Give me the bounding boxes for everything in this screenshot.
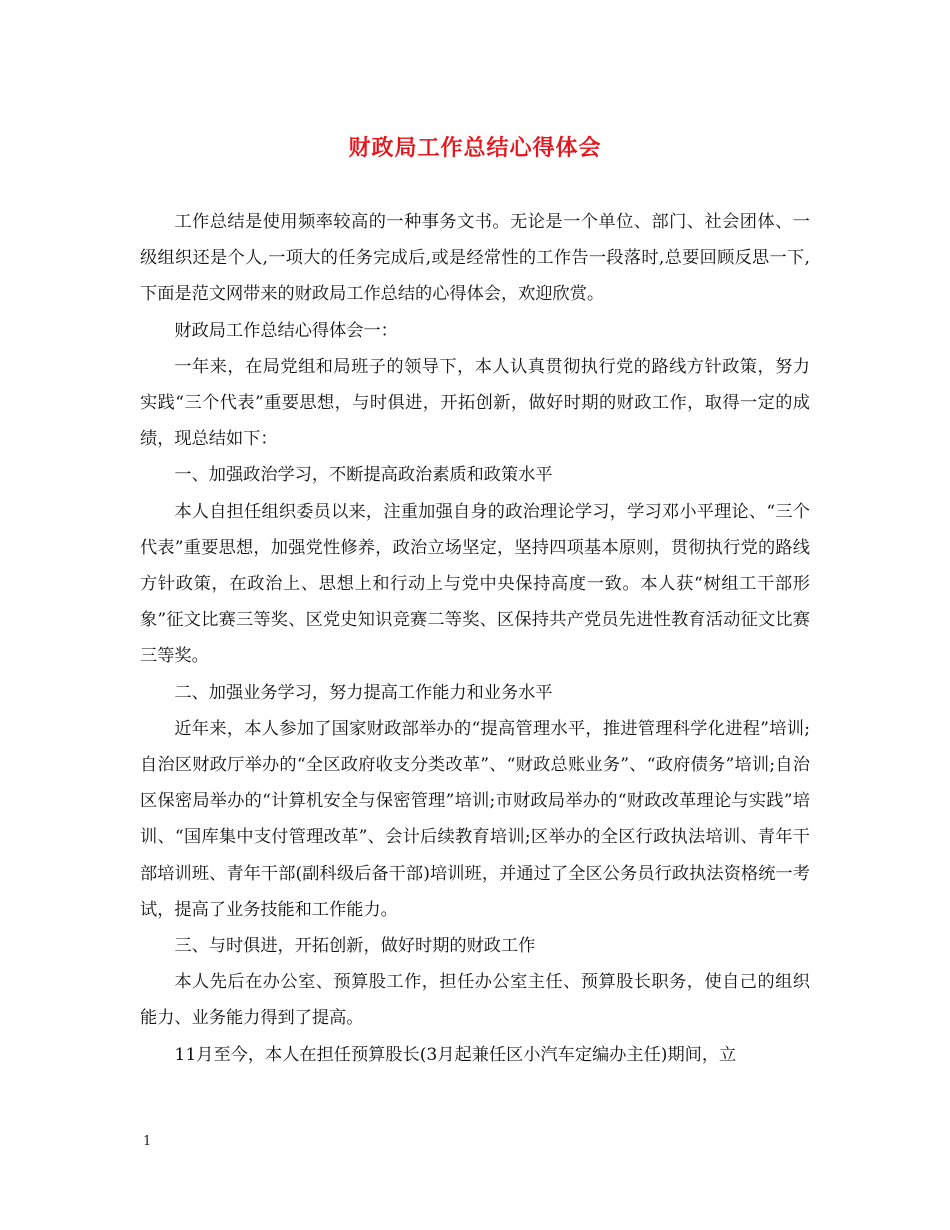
section-heading-part-one: 财政局工作总结心得体会一： [174,320,398,341]
intro-paragraph: 工作总结是使用频率较高的一种事务文书。无论是一个单位、部门、社会团体、一级组织还是个人,一项大的任务完成后,或是经常性的工作告一段落时,总要回顾反思一下,下面是范文网带来的财政局工作总结的心得体会，欢迎欣赏。 [140,212,810,305]
heading-political-study: 一、加强政治学习，不断提高政治素质和政策水平 [174,465,553,486]
business-study-paragraph: 近年来，本人参加了国家财政部举办的“提高管理水平，推进管理科学化进程”培训;自治区财政厅举办的“全区政府收支分类改革”、“财政总账业务”、“政府债务”培训;自治区保密局举办的“计算机安全与保密管理”培训;市财政局举办的“财政改革理论与实践”培训、“国库集中支付管理改革”、会计后续教育培训;区举办的全区行政执法培训、青年干部培训班、青年干部(副科级后备干部)培训班，并通过了全区公务员行政执法资格统一考试，提高了业务技能和工作能力。 [140,718,810,920]
page-number: 1 [143,1134,152,1149]
budget-section-paragraph: 11月至今，本人在担任预算股长(3月起兼任区小汽车定编办主任)期间，立 [174,1044,737,1065]
heading-business-study: 二、加强业务学习，努力提高工作能力和业务水平 [174,682,553,703]
positions-paragraph: 本人先后在办公室、预算股工作，担任办公室主任、预算股长职务，使自己的组织能力、业务能力得到了提高。 [140,972,810,1029]
document-body [140,204,810,1073]
overview-paragraph: 一年来，在局党组和局班子的领导下，本人认真贯彻执行党的路线方针政策，努力实践“三个代表”重要思想，与时俱进，开拓创新，做好时期的财政工作，取得一定的成绩，现总结如下： [140,356,810,450]
political-study-paragraph: 本人自担任组织委员以来，注重加强自身的政治理论学习，学习邓小平理论、“三个代表”重要思想，加强党性修养，政治立场坚定，坚持四项基本原则，贯彻执行党的路线方针政策，在政治上、思想上和行动上与党中央保持高度一致。本人获“树组工干部形象”征文比赛三等奖、区党史知识竞赛二等奖、区保持共产党员先进性教育活动征文比赛三等奖。 [140,501,810,667]
document-title: 财政局工作总结心得体会 [348,135,602,161]
heading-innovation: 三、与时俱进，开拓创新，做好时期的财政工作 [174,936,536,957]
